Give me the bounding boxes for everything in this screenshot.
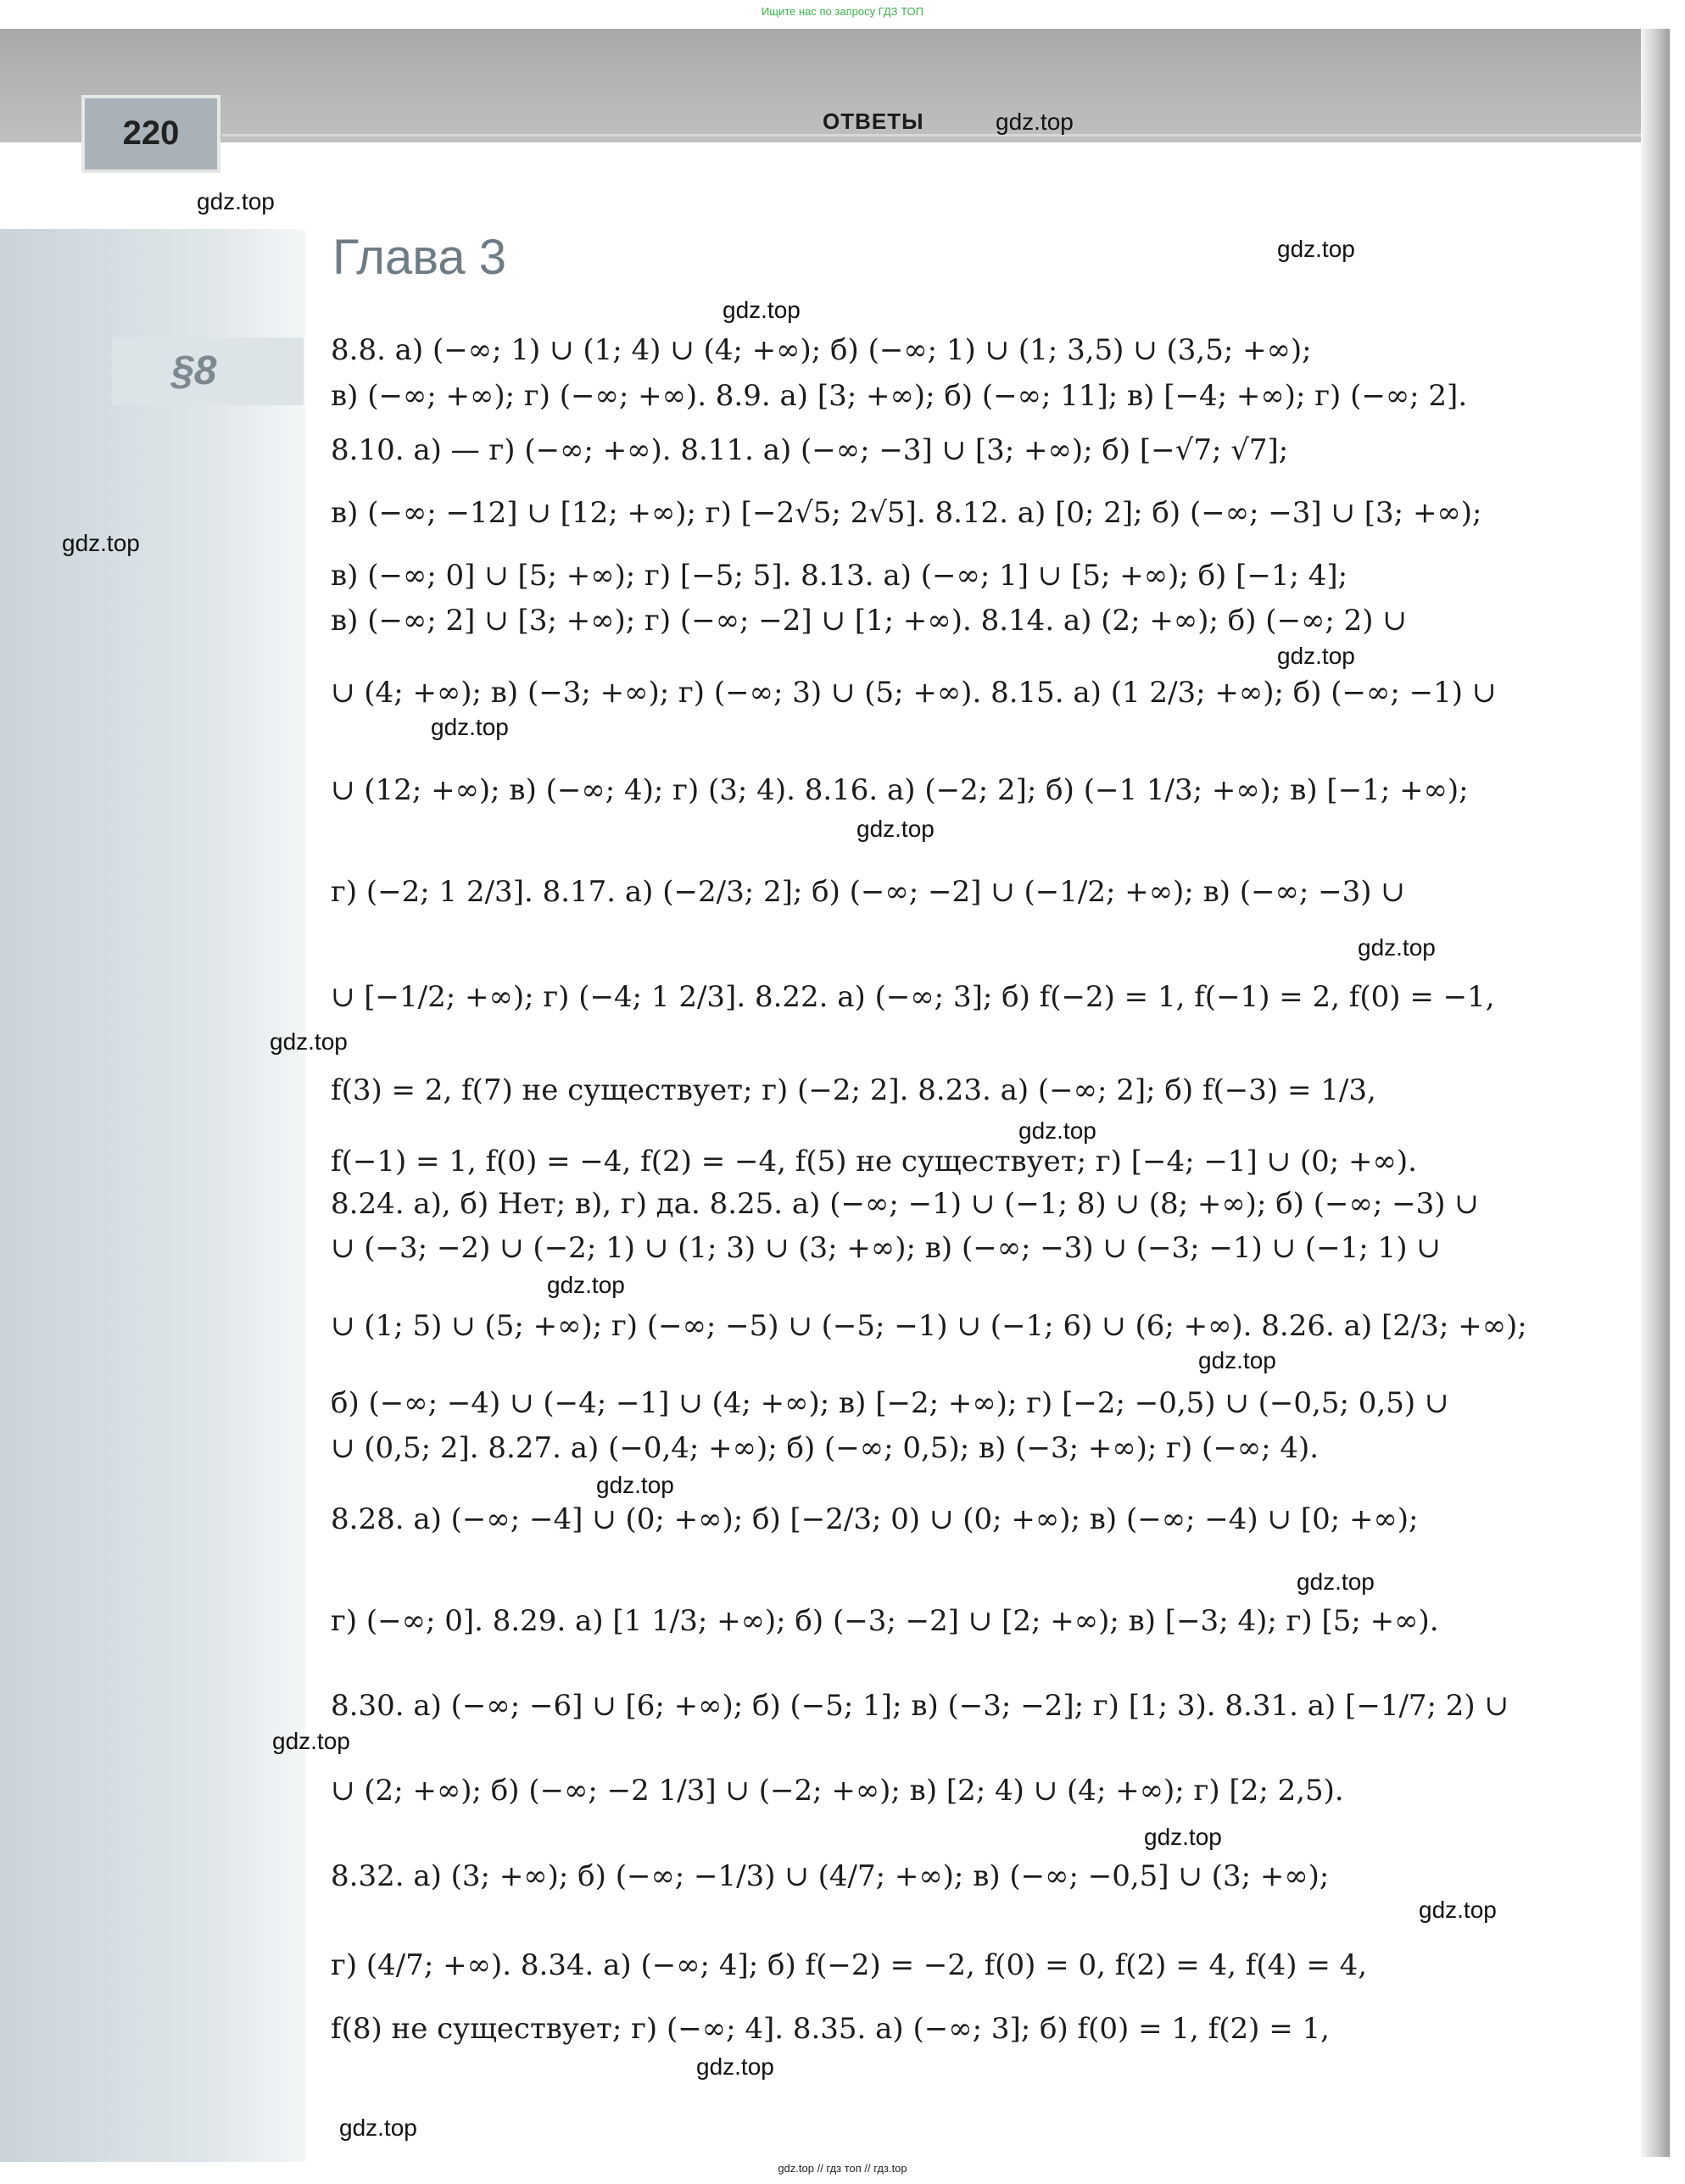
watermark: gdz.top: [272, 1728, 350, 1754]
answer-line: ∪ [−1/2; +∞); г) (−4; 1 2/3]. 8.22. а) (−∞; 3]; б) f(−2) = 1, f(−1) = 2, f(0) = −1,: [331, 980, 1495, 1014]
watermark: gdz.top: [596, 1472, 674, 1498]
answer-line: 8.28. а) (−∞; −4] ∪ (0; +∞); б) [−2/3; 0) ∪ (0; +∞); в) (−∞; −4) ∪ [0; +∞);: [331, 1502, 1419, 1536]
answer-line: 8.24. а), б) Нет; в), г) да. 8.25. а) (−∞; −1) ∪ (−1; 8) ∪ (8; +∞); б) (−∞; −3) ∪: [331, 1187, 1479, 1221]
running-title: ОТВЕТЫ: [823, 109, 924, 134]
page-number: 220: [81, 95, 220, 173]
sidebar-band: [0, 229, 305, 2162]
watermark: gdz.top: [723, 297, 801, 323]
watermark: gdz.top: [1277, 236, 1355, 262]
answer-line: f(−1) = 1, f(0) = −4, f(2) = −4, f(5) не существует; г) [−4; −1] ∪ (0; +∞).: [331, 1145, 1417, 1178]
answer-line: 8.8. а) (−∞; 1) ∪ (1; 4) ∪ (4; +∞); б) (−∞; 1) ∪ (1; 3,5) ∪ (3,5; +∞);: [331, 333, 1312, 367]
watermark: gdz.top: [996, 109, 1074, 135]
bottom-note: gdz.top // гдз топ // гдз.top: [778, 2162, 907, 2175]
chapter-title: Глава 3: [332, 230, 507, 285]
answer-line: в) (−∞; −12] ∪ [12; +∞); г) [−2√5; 2√5]. 8.12. а) [0; 2]; б) (−∞; −3] ∪ [3; +∞);: [331, 496, 1482, 530]
watermark: gdz.top: [339, 2114, 417, 2141]
watermark: gdz.top: [1277, 643, 1355, 669]
answer-line: f(3) = 2, f(7) не существует; г) (−2; 2]. 8.23. а) (−∞; 2]; б) f(−3) = 1/3,: [331, 1073, 1376, 1107]
answer-line: ∪ (1; 5) ∪ (5; +∞); г) (−∞; −5) ∪ (−5; −1) ∪ (−1; 6) ∪ (6; +∞). 8.26. а) [2/3; +∞);: [331, 1309, 1527, 1343]
watermark: gdz.top: [1358, 934, 1436, 961]
watermark: gdz.top: [197, 188, 275, 214]
watermark: gdz.top: [696, 2053, 774, 2080]
section-label: §8: [112, 337, 304, 405]
answer-line: в) (−∞; 0] ∪ [5; +∞); г) [−5; 5]. 8.13. а) (−∞; 1] ∪ [5; +∞); б) [−1; 4];: [331, 559, 1348, 593]
watermark: gdz.top: [1297, 1568, 1375, 1595]
answer-line: ∪ (0,5; 2]. 8.27. а) (−0,4; +∞); б) (−∞; 0,5); в) (−3; +∞); г) (−∞; 4).: [331, 1431, 1320, 1465]
answer-line: f(8) не существует; г) (−∞; 4]. 8.35. а) (−∞; 3]; б) f(0) = 1, f(2) = 1,: [331, 2012, 1330, 2046]
watermark: gdz.top: [431, 714, 509, 740]
top-note: Ищите нас по запросу ГДЗ ТОП: [762, 5, 923, 18]
page-edge-shadow: [1641, 29, 1670, 2157]
answer-line: г) (−∞; 0]. 8.29. а) [1 1/3; +∞); б) (−3; −2] ∪ [2; +∞); в) [−3; 4); г) [5; +∞).: [331, 1604, 1439, 1638]
answer-line: ∪ (−3; −2) ∪ (−2; 1) ∪ (1; 3) ∪ (3; +∞); в) (−∞; −3) ∪ (−3; −1) ∪ (−1; 1) ∪: [331, 1231, 1441, 1265]
answer-line: ∪ (2; +∞); б) (−∞; −2 1/3] ∪ (−2; +∞); в) [2; 4) ∪ (4; +∞); г) [2; 2,5).: [331, 1774, 1344, 1808]
watermark: gdz.top: [62, 530, 140, 556]
answer-line: в) (−∞; +∞); г) (−∞; +∞). 8.9. а) [3; +∞); б) (−∞; 11]; в) [−4; +∞); г) (−∞; 2].: [331, 379, 1468, 413]
answer-line: б) (−∞; −4) ∪ (−4; −1] ∪ (4; +∞); в) [−2; +∞); г) [−2; −0,5) ∪ (−0,5; 0,5) ∪: [331, 1386, 1449, 1420]
answer-line: ∪ (12; +∞); в) (−∞; 4); г) (3; 4). 8.16. а) (−2; 2]; б) (−1 1/3; +∞); в) [−1; +∞);: [331, 773, 1469, 807]
answer-line: г) (4/7; +∞). 8.34. а) (−∞; 4]; б) f(−2) = −2, f(0) = 0, f(2) = 4, f(4) = 4,: [331, 1948, 1368, 1982]
watermark: gdz.top: [1419, 1897, 1497, 1923]
answer-line: г) (−2; 1 2/3]. 8.17. а) (−2/3; 2]; б) (−∞; −2] ∪ (−1/2; +∞); в) (−∞; −3) ∪: [331, 875, 1405, 909]
watermark: gdz.top: [547, 1272, 625, 1298]
answer-line: 8.32. а) (3; +∞); б) (−∞; −1/3) ∪ (4/7; +∞); в) (−∞; −0,5] ∪ (3; +∞);: [331, 1859, 1330, 1893]
watermark: gdz.top: [270, 1028, 348, 1055]
watermark: gdz.top: [1198, 1347, 1276, 1373]
watermark: gdz.top: [856, 816, 935, 842]
answer-line: 8.10. а) — г) (−∞; +∞). 8.11. а) (−∞; −3] ∪ [3; +∞); б) [−√7; √7];: [331, 433, 1289, 467]
watermark: gdz.top: [1144, 1824, 1222, 1850]
answer-line: в) (−∞; 2] ∪ [3; +∞); г) (−∞; −2] ∪ [1; +∞). 8.14. а) (2; +∞); б) (−∞; 2) ∪: [331, 604, 1407, 638]
answer-line: ∪ (4; +∞); в) (−3; +∞); г) (−∞; 3) ∪ (5; +∞). 8.15. а) (1 2/3; +∞); б) (−∞; −1) ∪: [331, 676, 1497, 710]
answer-line: 8.30. а) (−∞; −6] ∪ [6; +∞); б) (−5; 1]; в) (−3; −2]; г) [1; 3). 8.31. а) [−1/7; 2) ∪: [331, 1689, 1509, 1723]
watermark: gdz.top: [1018, 1117, 1096, 1144]
